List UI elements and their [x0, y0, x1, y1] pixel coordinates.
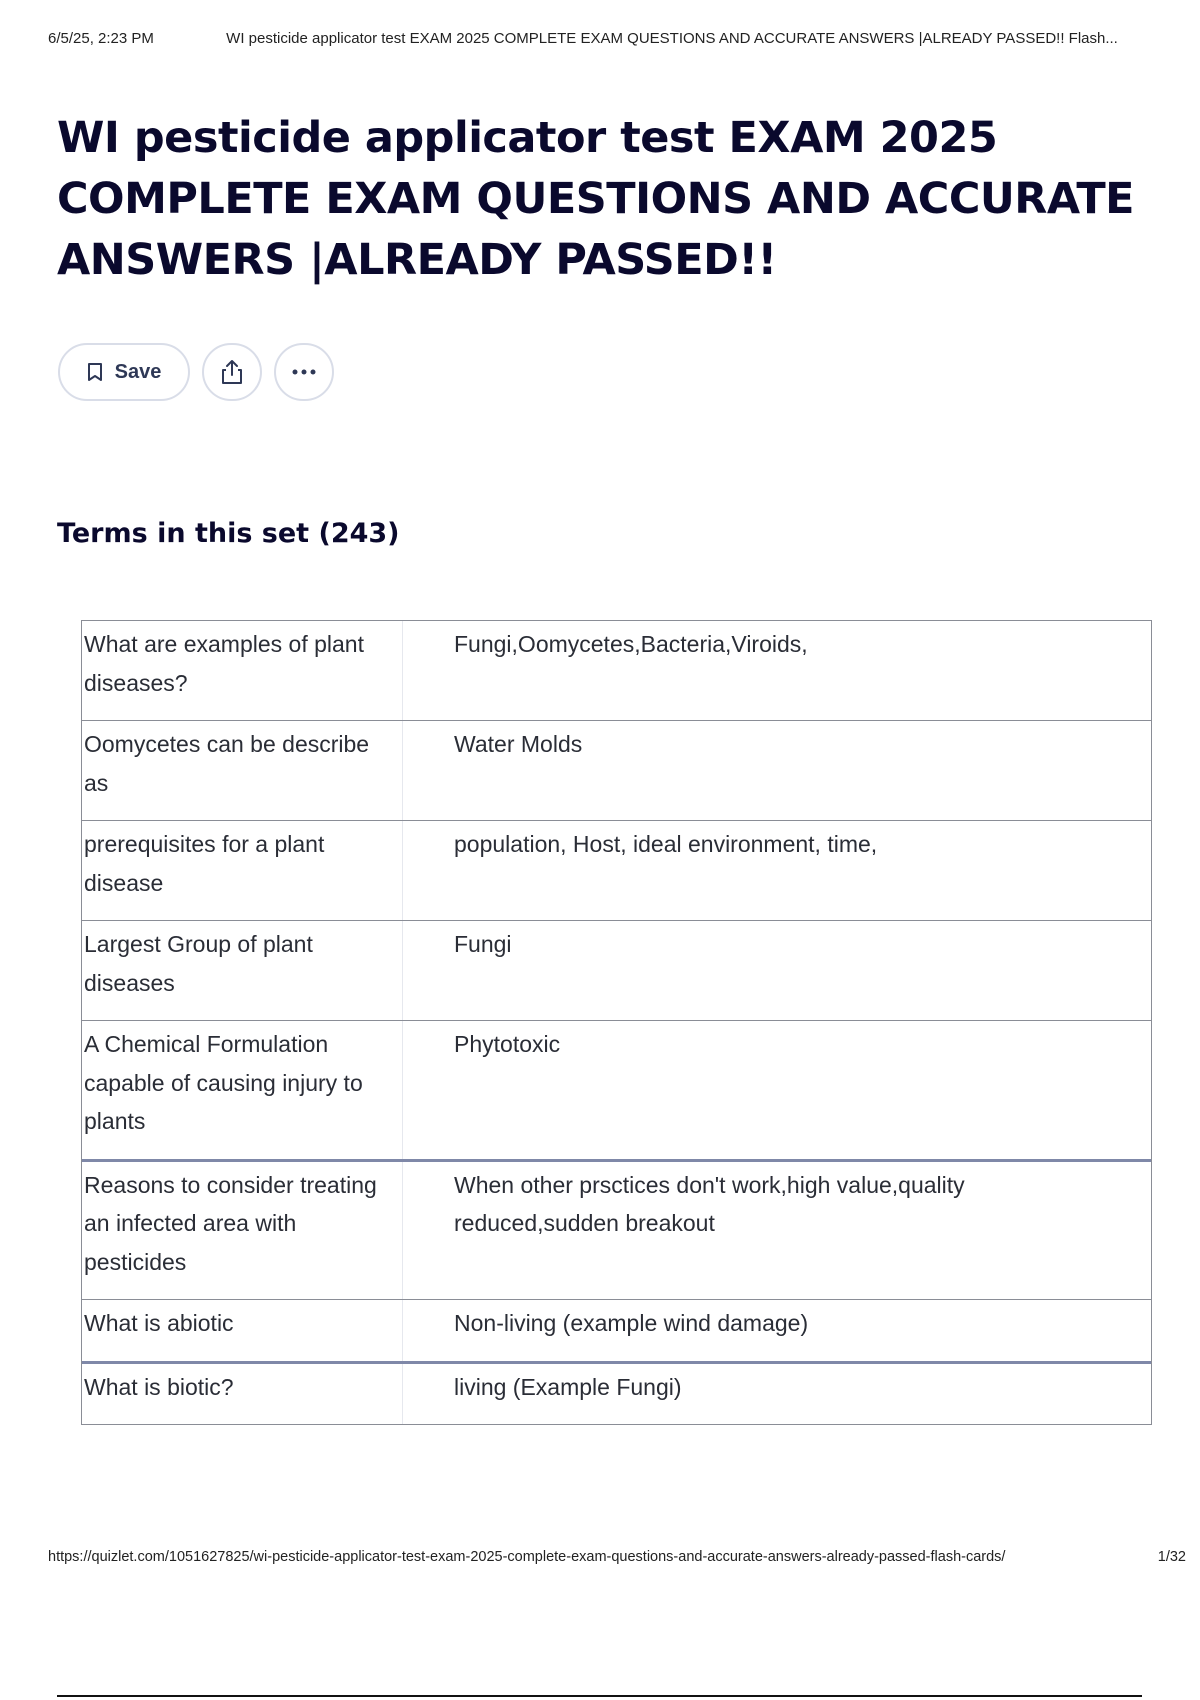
table-row — [82, 1020, 1151, 1159]
definition-cell: Phytotoxic — [454, 1031, 561, 1057]
term-cell: What are examples of plant diseases? — [82, 621, 403, 720]
term-cell: A Chemical Formulation capable of causing injury to plants — [82, 1021, 403, 1159]
definition-cell: Non-living (example wind damage) — [454, 1310, 809, 1336]
page-number: 1/32 — [1157, 1549, 1186, 1565]
print-doc-title: WI pesticide applicator test EXAM 2025 COMPLETE EXAM QUESTIONS AND ACCURATE ANSWERS |ALREADY PASSED!! Flash... — [226, 30, 1118, 47]
term-cell: Oomycetes can be describe as — [82, 721, 403, 820]
table-row — [82, 820, 1151, 920]
definition-cell: Water Molds — [454, 731, 583, 757]
table-row — [82, 720, 1151, 820]
table-row — [82, 920, 1151, 1020]
bottom-divider — [57, 1695, 1142, 1697]
table-row — [82, 621, 1151, 720]
page-url: https://quizlet.com/1051627825/wi-pesticide-applicator-test-exam-2025-complete-exam-questions-and-accurate-answers-already-passed-flash-cards/ — [48, 1549, 1006, 1565]
term-cell: What is abiotic — [82, 1300, 403, 1361]
print-datetime: 6/5/25, 2:23 PM — [48, 30, 154, 47]
print-header — [48, 30, 1170, 47]
table-row — [82, 1159, 1151, 1300]
more-horizontal-icon — [290, 368, 318, 376]
more-options-button[interactable] — [274, 343, 334, 401]
save-button-label: Save — [114, 360, 162, 383]
page-title: WI pesticide applicator test EXAM 2025 COMPLETE EXAM QUESTIONS AND ACCURATE ANSWERS |ALREADY PASSED!! — [57, 113, 1135, 285]
term-cell: Largest Group of plant diseases — [82, 921, 403, 1020]
terms-table — [81, 620, 1152, 1425]
definition-cell: Fungi,Oomycetes,Bacteria,Viroids, — [454, 631, 808, 657]
definition-cell: Fungi — [454, 931, 512, 957]
print-footer — [48, 1549, 1186, 1565]
table-row — [82, 1299, 1151, 1361]
term-cell: Reasons to consider treating an infected area with pesticides — [82, 1162, 403, 1300]
share-icon — [219, 358, 245, 386]
table-row — [82, 1361, 1151, 1425]
bookmark-icon — [87, 362, 103, 382]
definition-cell: population, Host, ideal environment, time, — [454, 831, 878, 857]
definition-cell: living (Example Fungi) — [454, 1373, 682, 1400]
action-bar — [58, 343, 334, 401]
term-cell: prerequisites for a plant disease — [82, 821, 403, 920]
share-button[interactable] — [202, 343, 262, 401]
definition-cell: When other prsctices don't work,high value,quality reduced,sudden breakout — [454, 1171, 965, 1236]
terms-heading: Terms in this set (243) — [57, 518, 400, 549]
term-cell: What is biotic? — [82, 1364, 403, 1425]
save-button[interactable] — [58, 343, 190, 401]
